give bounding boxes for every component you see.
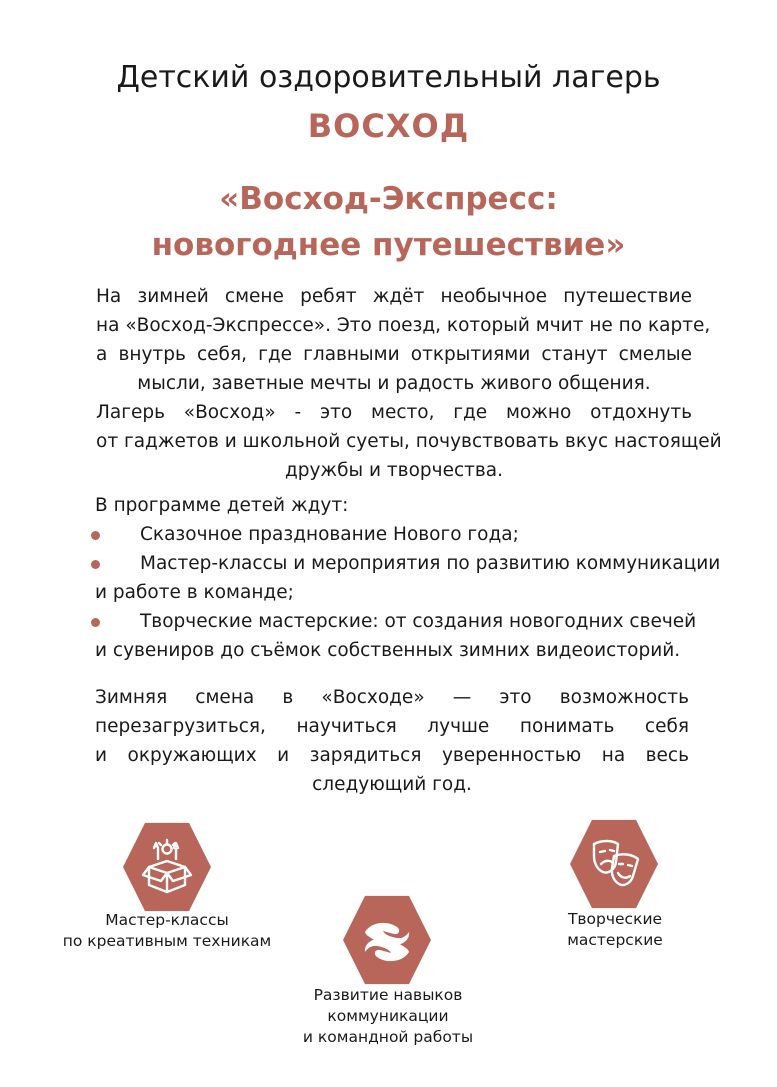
intro-line: от гаджетов и школьной суеты, почувствовать вкус настоящей <box>96 431 722 452</box>
list-item-continuation: и сувениров до съёмок собственных зимних видеоисторий. <box>95 640 681 661</box>
list-item-text: Сказочное празднование Нового года; <box>140 524 519 545</box>
intro-line: дружбы и творчества. <box>284 460 504 481</box>
program-headline <box>0 176 777 268</box>
closing-line: следующий год. <box>312 774 472 795</box>
list-item-continuation: и работе в команде; <box>95 582 294 603</box>
intro-line: на «Восход-Экспрессе». Это поезд, который мчит не по карте, <box>96 315 711 336</box>
closing-line: перезагрузиться, научиться лучше понимать себя <box>95 716 689 737</box>
closing-line: Зимняя смена в «Восходе» — это возможность <box>95 687 689 708</box>
page-title: Детский оздоровительный лагерь <box>116 60 661 95</box>
closing-paragraph <box>95 683 689 799</box>
box-icon <box>123 821 211 913</box>
feature-caption-creative: Творческие мастерские <box>567 910 663 949</box>
intro-line: мысли, заветные мечты и радость живого общения. <box>137 373 651 394</box>
headline-line-2: новогоднее путешествие» <box>151 227 626 263</box>
bullet-icon <box>91 531 100 540</box>
intro-paragraph <box>96 282 722 485</box>
bullet-icon <box>91 618 100 627</box>
headline-line-1: «Восход-Экспресс: <box>219 181 558 217</box>
intro-line: Лагерь «Восход» - это место, где можно отдохнуть <box>96 402 692 423</box>
feature-caption-communication: Развитие навыков коммуникации и командной работы <box>302 986 474 1046</box>
list-item <box>95 549 721 578</box>
closing-line: и окружающих и зарядиться уверенностью на весь <box>95 745 689 766</box>
list-item-text: Творческие мастерские: от создания новогодних свечей <box>140 611 697 632</box>
list-item <box>95 607 715 636</box>
camp-name: ВОСХОД <box>307 107 470 145</box>
list-item <box>95 520 715 549</box>
intro-line: На зимней смене ребят ждёт необычное путешествие <box>96 286 692 307</box>
program-list <box>95 491 721 665</box>
feature-caption-workshops: Мастер-классы по креативным техникам <box>62 911 272 950</box>
list-item-text: Мастер-классы и мероприятия по развитию коммуникации <box>140 553 721 574</box>
theater-masks-icon <box>570 818 658 910</box>
program-heading: В программе детей ждут: <box>95 495 349 516</box>
intro-line: а внутрь себя, где главными открытиями станут смелые <box>96 344 692 365</box>
hands-icon <box>343 894 431 986</box>
bullet-icon <box>91 560 100 569</box>
